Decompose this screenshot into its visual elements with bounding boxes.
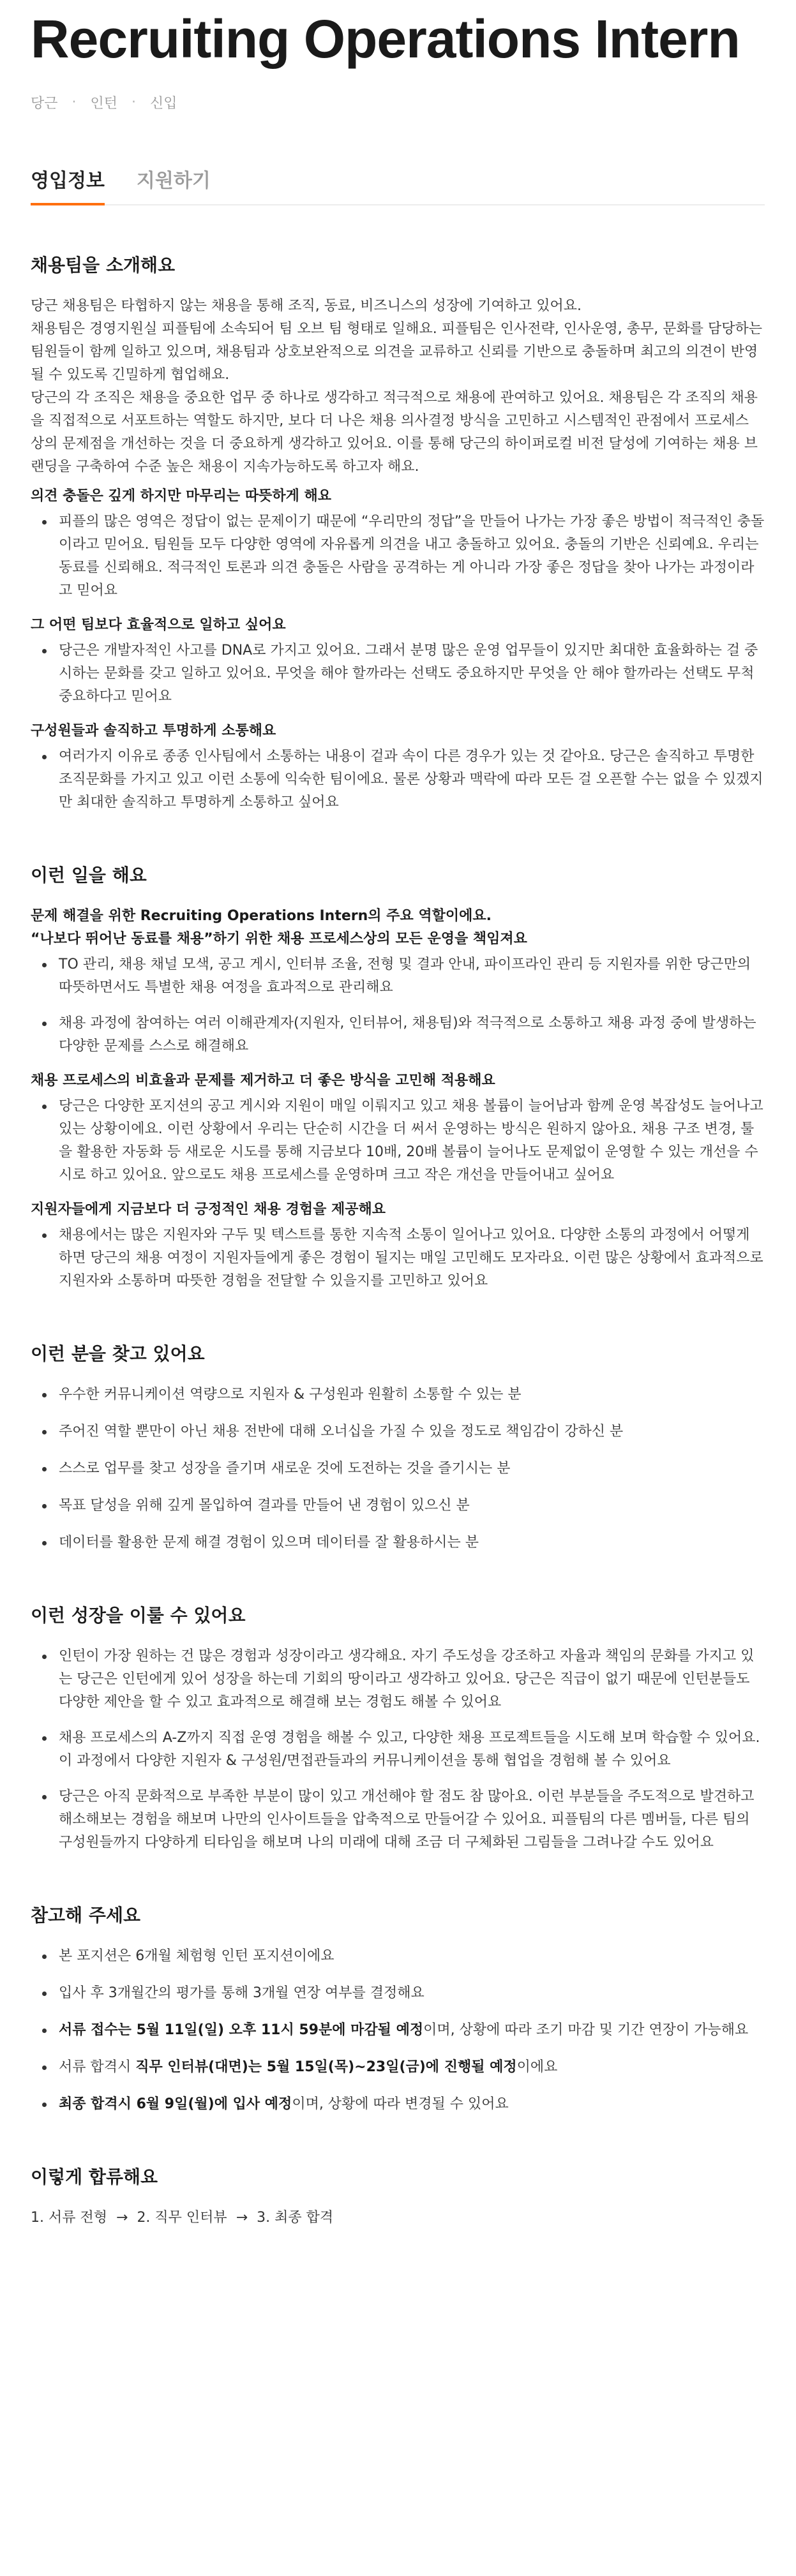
section-team-intro — [31, 253, 765, 814]
list-item — [31, 1945, 765, 1968]
job-meta — [31, 91, 765, 114]
section-qualifications — [31, 1341, 765, 1554]
list-item: 채용 프로세스의 A-Z까지 직접 운영 경험을 해볼 수 있고, 다양한 채용 프로젝트들을 시도해 보며 학습할 수 있어요. 이 과정에서 다양한 지원자 & 구성원/면접관들과의 커뮤니케이션을 통해 협업을 경험해 볼 수 있어요 — [31, 1727, 765, 1773]
intro-paragraph: 당근 채용팀은 타협하지 않는 채용을 통해 조직, 동료, 비즈니스의 성장에 기여하고 있어요. — [31, 298, 582, 314]
list-item: 채용 과정에 참여하는 여러 이해관계자(지원자, 인터뷰어, 채용팀)와 적극적으로 소통하고 채용 과정 중에 발생하는 다양한 문제를 스스로 해결해요 — [31, 1012, 765, 1058]
section-title: 이렇게 합류해요 — [31, 2166, 158, 2187]
subsection-title: 의견 충돌은 깊게 하지만 마무리는 따뜻하게 해요 — [31, 488, 331, 504]
bullet-list — [31, 1383, 765, 1554]
list-item: 당근은 아직 문화적으로 부족한 부분이 많이 있고 개선해야 할 점도 참 많아요. 이런 부분들을 주도적으로 발견하고 해소해보는 경험을 해보며 나만의 인사이트들을 압축적으로 만들어갈 수 있어요. 피플팀의 다른 멤버들, 다른 팀의 구성원들까지 다양하게 티타임을 해보며 나의 미래에 대해 조금 더 구체화된 그림들을 그려나갈 수도 있어요 — [31, 1785, 765, 1854]
meta-company: 당근 — [31, 95, 58, 112]
section-title: 이런 일을 해요 — [31, 865, 147, 886]
note-text: 이며, 상황에 따라 변경될 수 있어요 — [292, 2096, 509, 2112]
list-item: 인턴이 가장 원하는 건 많은 경험과 성장이라고 생각해요. 자기 주도성을 강조하고 자율과 책임의 문화를 가지고 있는 당근은 인턴에게 있어 성장을 하는데 기회의 땅이라고 생각하고 있어요. 당근은 직급이 없기 때문에 인턴분들도 다양한 제안을 할 수 있고 효과적으로 해결해 보는 경험도 해볼 수 있어요 — [31, 1645, 765, 1714]
list-item: 채용에서는 많은 지원자와 구두 및 텍스트를 통한 지속적 소통이 일어나고 있어요. 다양한 소통의 과정에서 어떻게 하면 당근의 채용 여정이 지원자들에게 좋은 경험이 될지는 매일 고민해도 모자라요. 이런 많은 상황에서 효과적으로 지원자와 소통하며 따뜻한 경험을 전달할 수 있을지를 고민하고 있어요 — [31, 1224, 765, 1293]
section-title: 이런 성장을 이룰 수 있어요 — [31, 1605, 246, 1626]
list-item — [31, 2056, 765, 2079]
section-title: 참고해 주세요 — [31, 1905, 141, 1926]
intro-paragraph: 채용팀은 경영지원실 피플팀에 소속되어 팀 오브 팀 형태로 일해요. 피플팀은 인사전략, 인사운영, 총무, 문화를 담당하는 팀원들이 함께 일하고 있으며, 채용팀과 상호보완적으로 의견을 교류하고 신뢰를 기반으로 충돌하며 최고의 의견이 반영될 수 있도록 긴밀하게 협업해요. — [31, 321, 762, 383]
list-item: 주어진 역할 뿐만이 아닌 채용 전반에 대해 오너십을 가질 수 있을 정도로 책임감이 강하신 분 — [31, 1420, 765, 1443]
bullet-list — [31, 1095, 765, 1187]
tab-bar — [31, 165, 765, 205]
bullet-list — [31, 1945, 765, 2116]
bullet-list — [31, 1224, 765, 1293]
intro-paragraph: 당근의 각 조직은 채용을 중요한 업무 중 하나로 생각하고 적극적으로 채용에 관여하고 있어요. 채용팀은 각 조직의 채용을 직접적으로 서포트하는 역할도 하지만, 보다 더 나은 채용 의사결정 방식을 고민하고 시스템적인 관점에서 프로세스 상의 문제점을 개선하는 것을 더 중요하게 생각하고 있어요. 이를 통해 당근의 하이퍼로컬 비전 달성에 기여하는 채용 브랜딩을 구축하여 수준 높은 채용이 지속가능하도록 하고자 해요. — [31, 390, 758, 475]
list-item: 목표 달성을 위해 깊게 몰입하여 결과를 만들어 낸 경험이 있으신 분 — [31, 1494, 765, 1517]
bullet-list — [31, 745, 765, 814]
arrow-right-icon: → — [236, 2210, 248, 2226]
list-item — [31, 1982, 765, 2005]
page-bottom-spacer — [31, 2230, 765, 2242]
tab-job-info[interactable]: 영입정보 — [31, 165, 105, 205]
list-item: 여러가지 이유로 종종 인사팀에서 소통하는 내용이 겉과 속이 다른 경우가 있는 것 같아요. 당근은 솔직하고 투명한 조직문화를 가지고 있고 이런 소통에 익숙한 팀이에요. 물론 상황과 맥락에 따라 모든 걸 오픈할 수는 없을 수 있겠지만 최대한 솔직하고 투명하게 소통하고 싶어요 — [31, 745, 765, 814]
note-text: 입사 후 3개월간의 평가를 통해 3개월 연장 여부를 결정해요 — [59, 1985, 424, 2001]
step-final-offer: 3. 최종 합격 — [257, 2210, 334, 2226]
section-hiring-process — [31, 2164, 765, 2230]
note-emphasis: 최종 합격시 6월 9일(월)에 입사 예정 — [59, 2096, 292, 2112]
list-item — [31, 2019, 765, 2042]
page-title: Recruiting Operations Intern — [31, 9, 740, 69]
list-item: 스스로 업무를 찾고 성장을 즐기며 새로운 것에 도전하는 것을 즐기시는 분 — [31, 1457, 765, 1480]
note-text: 이며, 상황에 따라 조기 마감 및 기간 연장이 가능해요 — [423, 2022, 749, 2038]
note-text: 서류 합격시 — [59, 2059, 136, 2075]
subsection-title: 채용 프로세스의 비효율과 문제를 제거하고 더 좋은 방식을 고민해 적용해요 — [31, 1073, 495, 1089]
hiring-steps — [31, 2207, 765, 2230]
meta-type: 인턴 — [90, 95, 118, 112]
note-text: 본 포지션은 6개월 체험형 인턴 포지션이에요 — [59, 1948, 334, 1964]
bullet-list — [31, 510, 765, 602]
section-growth — [31, 1603, 765, 1854]
list-item: 당근은 개발자적인 사고를 DNA로 가지고 있어요. 그래서 분명 많은 운영 업무들이 있지만 최대한 효율화하는 걸 중시하는 문화를 갖고 일하고 있어요. 무엇을 해야 할까라는 선택도 중요하지만 무엇을 안 해야 할까라는 선택도 무척 중요하다고 믿어요 — [31, 639, 765, 708]
meta-separator: · — [131, 94, 137, 110]
step-job-interview: 2. 직무 인터뷰 — [137, 2210, 227, 2226]
subsection-title: 그 어떤 팀보다 효율적으로 일하고 싶어요 — [31, 617, 286, 633]
subsection-title: 지원자들에게 지금보다 더 긍정적인 채용 경험을 제공해요 — [31, 1202, 386, 1217]
step-document-review: 1. 서류 전형 — [31, 2210, 107, 2226]
section-title: 이런 분을 찾고 있어요 — [31, 1343, 205, 1364]
list-item: 데이터를 활용한 문제 해결 경험이 있으며 데이터를 잘 활용하시는 분 — [31, 1531, 765, 1554]
list-item — [31, 2093, 765, 2116]
subsection-title: “나보다 뛰어난 동료를 채용”하기 위한 채용 프로세스상의 모든 운영을 책임져요 — [31, 931, 527, 947]
meta-separator: · — [71, 94, 77, 110]
responsibilities-lead: 문제 해결을 위한 Recruiting Operations Intern의 주요 역할이에요. — [31, 908, 492, 924]
meta-level: 신입 — [150, 95, 177, 112]
section-responsibilities — [31, 863, 765, 1293]
list-item: TO 관리, 채용 채널 모색, 공고 게시, 인터뷰 조율, 전형 및 결과 안내, 파이프라인 관리 등 지원자를 위한 당근만의 따뜻하면서도 특별한 채용 여정을 효과적으로 관리해요 — [31, 953, 765, 999]
section-title: 채용팀을 소개해요 — [31, 255, 176, 276]
section-notes — [31, 1903, 765, 2116]
list-item: 피플의 많은 영역은 정답이 없는 문제이기 때문에 “우리만의 정답”을 만들어 나가는 가장 좋은 방법이 적극적인 충돌이라고 믿어요. 팀원들 모두 다양한 영역에 자유롭게 의견을 내고 충돌하고 있어요. 충돌의 기반은 신뢰예요. 우리는 동료를 신뢰해요. 적극적인 토론과 의견 충돌은 사람을 공격하는 게 아니라 가장 좋은 정답을 찾아 나가는 과정이라고 믿어요 — [31, 510, 765, 602]
subsection-title: 구성원들과 솔직하고 투명하게 소통해요 — [31, 723, 276, 739]
bullet-list — [31, 1645, 765, 1854]
list-item: 우수한 커뮤니케이션 역량으로 지원자 & 구성원과 원활히 소통할 수 있는 분 — [31, 1383, 765, 1406]
arrow-right-icon: → — [116, 2210, 128, 2226]
note-emphasis: 직무 인터뷰(대면)는 5월 15일(목)~23일(금)에 진행될 예정 — [135, 2059, 517, 2075]
list-item: 당근은 다양한 포지션의 공고 게시와 지원이 매일 이뤄지고 있고 채용 볼륨이 늘어남과 함께 운영 복잡성도 늘어나고 있는 상황이에요. 이런 상황에서 우리는 단순히 시간을 더 써서 운영하는 방식은 원하지 않아요. 채용 구조 변경, 툴을 활용한 자동화 등 새로운 시도를 통해 지금보다 10배, 20배 볼륨이 늘어나도 문제없이 운영할 수 있는 개선을 수시로 하고 있어요. 앞으로도 채용 프로세스를 운영하며 크고 작은 개선을 만들어내고 싶어요 — [31, 1095, 765, 1187]
note-emphasis: 서류 접수는 5월 11일(일) 오후 11시 59분에 마감될 예정 — [59, 2022, 424, 2038]
bullet-list — [31, 639, 765, 708]
tab-apply[interactable]: 지원하기 — [136, 170, 211, 192]
bullet-list — [31, 953, 765, 1058]
note-text: 이에요 — [516, 2059, 558, 2075]
